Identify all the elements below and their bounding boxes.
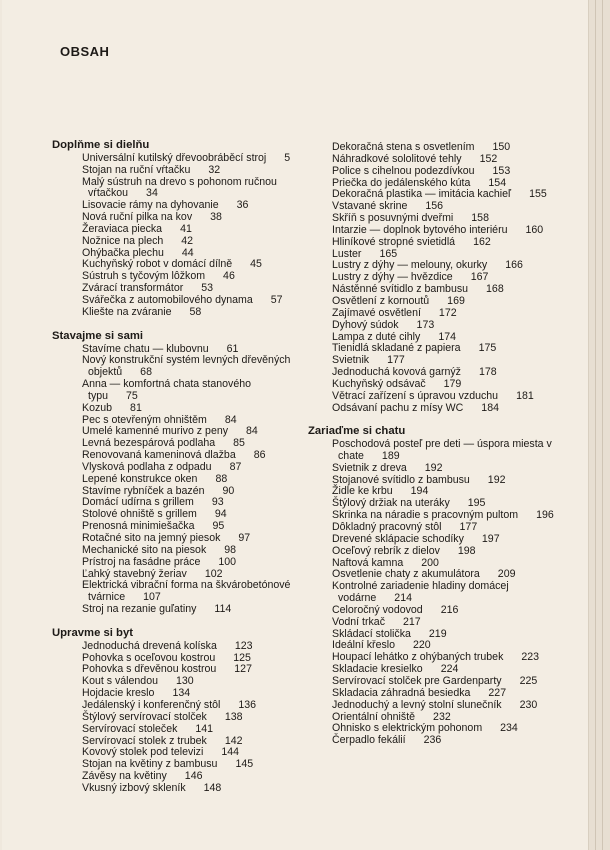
toc-entry-page: 86 [253,449,266,462]
toc-entry-title: Servírovací stoleček [82,722,178,735]
toc-entry-page: 123 [234,639,253,652]
toc-entry-page: 102 [204,567,223,580]
toc-entry-title: Skladacia záhradná besiedka [332,686,471,699]
toc-entry-page: 61 [226,342,239,355]
toc-entry [308,439,580,463]
toc-entry-title: Renovovaná kameninová dlažba [82,449,236,462]
toc-entry-page: 227 [488,686,507,699]
toc-entry-page: 58 [189,305,202,318]
toc-entry-page: 42 [181,234,194,247]
toc-entry-page: 44 [181,246,194,259]
toc-entry-page: 152 [479,152,498,165]
toc-entry [52,604,302,616]
toc-entry-title: Zajímavé osvětlení [332,306,421,319]
toc-entry-page: 179 [443,377,462,390]
toc-entry-title: Štýlový servírovací stolček [82,710,207,723]
toc-entry-title: Elektrická vibrační forma na škvárobetónové tvárnice [82,579,291,604]
toc-entry-page: 200 [421,556,439,569]
toc-entry-title: Vstavané skrine [332,200,408,213]
toc-entry-title: Stojan na květiny z bambusu [82,758,218,771]
toc-entry-title: Priečka do jedálenského kúta [332,176,471,189]
toc-entry-title: Svietnik [332,354,370,367]
toc-entry-page: 216 [440,603,459,616]
toc-entry-title: Stojan na ruční vŕtačku [82,163,191,176]
toc-entry-page: 38 [210,211,222,224]
toc-entry-title: Skládací stolička [332,627,411,640]
toc-entry-page: 68 [140,366,152,379]
toc-entry-title: Svietnik z dreva [332,461,407,474]
toc-entry-page: 175 [478,342,497,355]
toc-entry-title: Nástěnné svítidlo z bambusu [332,283,469,296]
toc-entry-page: 155 [529,188,547,201]
toc-entry-page: 162 [473,235,491,248]
toc-entry-title: Kozub [82,401,113,414]
toc-entry-page: 93 [211,496,224,509]
toc-entry-page: 87 [229,460,242,473]
toc-entry-page: 153 [492,164,511,177]
toc-entry-title: Levná bezespárová podlaha [82,437,216,450]
toc-entry-title: Rotačné sito na jemný piesok [82,532,221,544]
toc-entry-title: Kuchyňský robot v domácí dílně [82,258,233,271]
toc-entry-title: Vlysková podlaha z odpadu [82,460,212,473]
toc-entry-title: Lisovacie rámy na dyhovanie [82,199,219,212]
toc-entry [52,580,302,604]
toc-entry-title: Malý sústruh na drevo s pohonom ručnou vŕtačkou [82,175,277,200]
toc-entry-title: Lustry z dýhy — melouny, okurky [332,259,488,272]
toc-entry-page: 95 [212,520,225,533]
section-heading: Doplňme si dielňu [52,139,150,151]
toc-entry-title: Ohnisko s elektrickým pohonom [332,722,483,735]
toc-entry-page: 172 [438,306,457,319]
toc-entry-title: Nový konstrukční systém levných dřevěných objektů [82,354,291,379]
toc-entry-title: Židle ke krbu [332,485,393,498]
toc-entry-page: 194 [410,485,429,498]
toc-entry [52,177,302,201]
toc-entry-title: Umelé kamenné murivo z peny [82,425,229,438]
toc-entry-page: 168 [486,283,504,296]
toc-entry-page: 209 [497,568,516,581]
toc-entry-title: Kovový stolek pod televizi [82,746,204,759]
toc-entry-page: 94 [214,508,227,521]
toc-entry-title: Hliníkové stropné svietidlá [332,235,456,248]
page-edge [602,0,610,850]
toc-entry-page: 100 [218,555,237,568]
toc-entry-page: 177 [459,521,478,533]
toc-entry-page: 97 [238,532,251,544]
toc-entry-title: Stroj na rezanie guľatiny [82,603,197,616]
toc-entry-title: Kuchyňský odsávač [332,377,426,390]
toc-entry-title: Domácí udírna s grillem [82,496,194,509]
toc-entry-page: 192 [424,461,443,474]
toc-entry-page: 230 [519,698,538,711]
toc-entry-page: 134 [172,687,191,700]
toc-entry-page: 178 [478,366,497,379]
toc-entry-page: 184 [481,401,499,414]
toc-entry-title: Naftová kamna [332,556,404,569]
toc-entry-page: 85 [233,437,245,450]
toc-entry-page: 174 [438,330,457,343]
toc-entry-title: Servírovací stolček pre Gardenparty [332,674,502,687]
toc-entry-title: Jednoduchá kovová garnýž [332,366,461,379]
toc-entry-title: Anna — komfortná chata stanového typu [82,378,252,402]
toc-entry-title: Prenosná minimiešačka [82,520,195,533]
toc-entry-title: Ľahký stavebný žeriav [82,567,187,580]
toc-entry-title: Zvárací transformátor [82,282,184,295]
toc-entry-title: Drevené sklápacie schodíky [332,532,464,545]
toc-entry-page: 141 [195,722,214,735]
toc-entry-page: 232 [433,710,451,723]
toc-entry-page: 45 [250,258,262,271]
toc-entry-title: Dôkladný pracovný stôl [332,521,442,533]
toc-entry-page: 150 [492,141,511,153]
toc-entry-page: 158 [471,212,489,225]
page-edge [588,0,595,850]
toc-entry-title: Houpací lehátko z ohýbaných trubek [332,651,504,664]
toc-entry-page: 173 [416,318,435,331]
toc-entry-title: Skladacie kresielko [332,663,423,676]
toc-entry-title: Nožnice na plech [82,234,164,247]
toc-entry-title: Tienidlá skladané z papiera [332,342,461,355]
toc-entry-title: Luster [332,247,362,260]
toc-entry-page: 219 [428,627,447,640]
toc-entry-title: Osvetlenie chaty z akumulátora [332,568,480,581]
toc-entry-page: 167 [470,271,489,284]
toc-entry-page: 32 [208,163,221,176]
toc-entry-title: Hojdacie kreslo [82,687,155,700]
toc-entry-page: 53 [201,282,214,295]
toc-entry-title: Dekoračná plastika — imitácia kachieľ [332,188,512,201]
toc-entry-title: Jednoduchá drevená kolíska [82,639,217,652]
toc-entry-title: Lepené konstrukce oken [82,472,198,485]
toc-entry-title: Mechanické sito na piesok [82,543,207,556]
toc-entry-title: Vodní trkač [332,615,385,628]
toc-entry-title: Nová ruční pilka na kov [82,211,193,224]
toc-entry-title: Stolové ohniště s grillem [82,508,197,521]
toc-entry-page: 145 [235,758,254,771]
toc-entry-title: Dyhový súdok [332,318,399,331]
toc-entry-title: Stojanové svítidlo z bambusu [332,473,470,486]
toc-entry-page: 148 [203,781,222,794]
toc-entry-page: 41 [180,222,192,235]
toc-entry [52,355,302,379]
toc-right-column [308,142,580,747]
toc-entry-page: 223 [521,651,540,664]
toc-entry [308,403,580,415]
toc-entry-page: 130 [175,675,194,688]
toc-entry-title: Celoročný vodovod [332,603,423,616]
toc-entry-page: 236 [423,734,442,747]
toc-entry-page: 88 [215,472,228,485]
toc-entry-title: Pohovka s oceľovou kostrou [82,651,216,664]
toc-entry-page: 146 [184,770,203,783]
toc-entry-title: Stavíme rybníček a bazén [82,484,205,497]
toc-entry-page: 154 [488,176,507,189]
toc-entry-title: Štýlový držiak na uteráky [332,497,450,510]
toc-entry-page: 125 [233,651,251,664]
toc-entry-page: 144 [221,746,239,759]
toc-entry-title: Svářečka z automobilového dynama [82,293,253,306]
page-title: OBSAH [60,44,110,59]
toc-entry-page: 90 [222,484,235,497]
toc-entry-title: Prístroj na fasádne práce [82,555,201,568]
toc-entry-page: 177 [387,354,405,367]
toc-entry-title: Lustry z dýhy — hvězdice [332,271,453,284]
toc-entry-page: 197 [481,532,500,545]
toc-entry-title: Žeraviaca piecka [82,222,163,235]
toc-entry [308,581,580,605]
toc-left-column [52,140,302,795]
toc-entry-title: Větrací zařízení s úpravou vzduchu [332,389,499,402]
toc-entry-page: 181 [516,389,534,402]
toc-entry-title: Vkusný izbový skleník [82,781,186,794]
toc-entry-page: 46 [223,270,235,283]
toc-entry-title: Jedálenský i konferenčný stôl [82,698,221,711]
toc-entry [52,307,302,319]
toc-entry-title: Jednoduchý a levný stolní slunečník [332,698,502,711]
page-edge [595,0,602,850]
toc-entry-title: Police s cihelnou podezdívkou [332,164,475,177]
toc-entry-title: Náhradkové sololitové tehly [332,152,462,165]
toc-entry-page: 98 [224,543,237,556]
section-heading: Stavajme si sami [52,329,144,342]
toc-entry [52,379,302,403]
toc-entry-title: Osvětlení z kornoutů [332,294,430,307]
toc-entry [52,783,302,795]
toc-entry-title: Servírovací stolek z trubek [82,734,207,747]
toc-entry-page: 34 [146,187,158,200]
toc-entry-page: 169 [447,294,465,307]
toc-entry-page: 189 [381,449,400,462]
toc-entry-page: 136 [238,698,257,711]
toc-entry-page: 217 [403,615,421,628]
toc-entry [308,735,580,747]
toc-entry-page: 114 [214,603,232,616]
toc-entry-page: 165 [379,247,398,260]
toc-entry-page: 166 [505,259,523,272]
toc-entry-page: 192 [487,473,506,486]
toc-entry-page: 196 [536,509,554,522]
toc-entry-title: Kout s válendou [82,675,158,688]
toc-entry-page: 127 [234,663,252,676]
toc-entry-title: Kliešte na zváranie [82,305,172,318]
toc-entry-page: 220 [413,639,431,652]
toc-entry-page: 5 [284,151,291,164]
toc-entry-page: 198 [457,544,476,557]
toc-entry-title: Ideální křeslo [332,639,396,652]
toc-entry-title: Stavíme chatu — klubovnu [82,342,209,355]
toc-entry-title: Odsávaní pachu z mísy WC [332,401,464,414]
toc-entry-page: 156 [425,200,444,213]
toc-entry-title: Lampa z duté cihly [332,330,421,343]
toc-entry-page: 84 [224,413,237,426]
toc-entry-title: Kontrolné zariadenie hladiny domácej vodárne [332,580,509,605]
toc-entry-page: 138 [224,710,243,723]
toc-entry-page: 107 [143,591,161,604]
toc-entry-page: 81 [130,401,142,414]
toc-entry-title: Intarzie — doplnok bytového interiéru [332,223,508,236]
toc-entry-page: 84 [246,425,258,438]
toc-entry-title: Universální kutilský dřevoobráběcí stroj [82,151,267,164]
toc-entry-title: Skrinka na náradie s pracovným pultom [332,509,519,522]
toc-entry-page: 214 [394,592,412,605]
toc-entry-page: 57 [270,293,283,306]
toc-entry-title: Orientální ohniště [332,710,416,723]
toc-entry-page: 224 [440,663,459,676]
toc-entry-page: 142 [224,734,243,747]
toc-entry-title: Pohovka s dřevěnou kostrou [82,663,217,676]
toc-entry-title: Závěsy na květiny [82,770,167,783]
toc-entry-title: Dekoračná stena s osvetlením [332,141,475,153]
toc-entry-page: 225 [519,674,538,687]
toc-entry-page: 160 [525,223,544,236]
toc-entry-page: 234 [500,722,518,735]
section-heading: Upravme si byt [52,626,133,639]
toc-entry-title: Skříň s posuvnými dveřmi [332,212,454,225]
toc-entry-title: Poschodová posteľ pre deti — úspora miesta v chate [332,438,552,462]
toc-entry-title: Ohýbačka plechu [82,246,164,259]
toc-entry-page: 75 [126,389,138,402]
toc-entry-title: Čerpadlo fekálií [332,734,406,747]
toc-entry-title: Oceľový rebrík z dielov [332,544,440,557]
toc-entry-page: 195 [467,497,486,510]
toc-entry-title: Sústruh s tyčovým lôžkom [82,270,206,283]
section-heading: Zariaďme si chatu [308,425,406,438]
toc-entry-page: 36 [236,199,249,212]
toc-entry-title: Pec s otevřeným ohništěm [82,413,207,426]
